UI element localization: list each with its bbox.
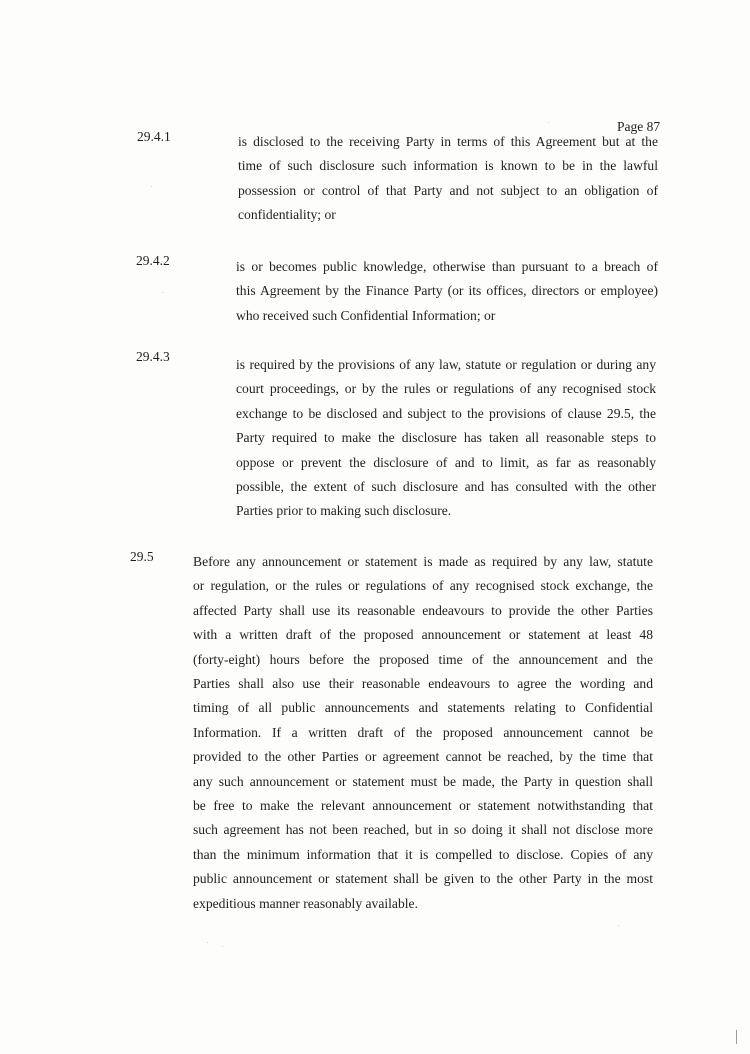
scan-speck: [222, 946, 223, 947]
clause-line: who received such Confidential Information; or: [236, 307, 496, 323]
clause-line: Parties prior to making such disclosure.: [236, 503, 452, 519]
clause-line: is or becomes public knowledge, otherwise than pursuant to a breach of: [236, 259, 658, 274]
clause-line: Information. If a written draft of the proposed announcement cannot be: [193, 724, 653, 740]
clause-line: possession or control of that Party and not subject to an obligation of: [238, 182, 658, 198]
clause-text-29-4-2: [236, 255, 658, 328]
page-number: Page 87: [617, 119, 661, 134]
clause-line: with a written draft of the proposed announcement or statement at least 48: [193, 627, 653, 643]
clause-line: provided to the other Parties or agreement cannot be reached, by the time that: [193, 749, 653, 765]
scan-speck: [618, 925, 619, 926]
clause-text-29-5: [193, 550, 653, 916]
scan-speck: [162, 292, 163, 293]
clause-line: Parties shall also use their reasonable endeavours to agree the wording and: [193, 676, 653, 692]
clause-line: public announcement or statement shall be given to the other Party in the most: [193, 871, 653, 887]
clause-line: than the minimum information that it is compelled to disclose. Copies of any: [193, 846, 653, 862]
clause-line: expeditious manner reasonably available.: [193, 895, 418, 911]
clause-line: oppose or prevent the disclosure of and to limit, as far as reasonably: [236, 454, 656, 470]
clause-line: Before any announcement or statement is made as required by any law, statute: [193, 554, 653, 569]
scan-edge-mark: [736, 1030, 737, 1044]
clause-text-29-4-3: [236, 353, 656, 524]
scan-speck: [548, 122, 549, 123]
clause-line: is disclosed to the receiving Party in terms of this Agreement but at the: [238, 134, 658, 149]
clause-line: confidentiality; or: [238, 207, 336, 223]
clause-line: time of such disclosure such information is known to be in the lawful: [238, 158, 658, 174]
clause-line: any such announcement or statement must be made, the Party in question shall: [193, 773, 653, 789]
clause-line: possible, the extent of such disclosure and has consulted with the other: [236, 479, 656, 495]
clause-line: Party required to make the disclosure has taken all reasonable steps to: [236, 430, 656, 446]
clause-line: this Agreement by the Finance Party (or its offices, directors or employee): [236, 283, 658, 299]
clause-line: affected Party shall use its reasonable endeavours to provide the other Parties: [193, 602, 653, 618]
clause-number-29-4-2: 29.4.2: [136, 253, 170, 268]
clause-line: such agreement has not been reached, but in so doing it shall not disclose more: [193, 822, 653, 838]
clause-number-29-4-1: 29.4.1: [137, 129, 171, 144]
clause-line: timing of all public announcements and statements relating to Confidential: [193, 700, 653, 716]
clause-line: be free to make the relevant announcement or statement notwithstanding that: [193, 798, 653, 814]
clause-line: court proceedings, or by the rules or regulations of any recognised stock: [236, 381, 656, 397]
scan-speck: [151, 186, 152, 187]
clause-line: is required by the provisions of any law, statute or regulation or during any: [236, 357, 656, 372]
clause-text-29-4-1: [238, 130, 658, 228]
scan-speck: [207, 942, 208, 943]
clause-line: exchange to be disclosed and subject to the provisions of clause 29.5, the: [236, 405, 656, 421]
clause-line: or regulation, or the rules or regulations of any recognised stock exchange, the: [193, 578, 653, 594]
clause-line: (forty-eight) hours before the proposed time of the announcement and the: [193, 651, 653, 667]
clause-number-29-4-3: 29.4.3: [136, 349, 170, 364]
clause-number-29-5: 29.5: [130, 549, 154, 564]
